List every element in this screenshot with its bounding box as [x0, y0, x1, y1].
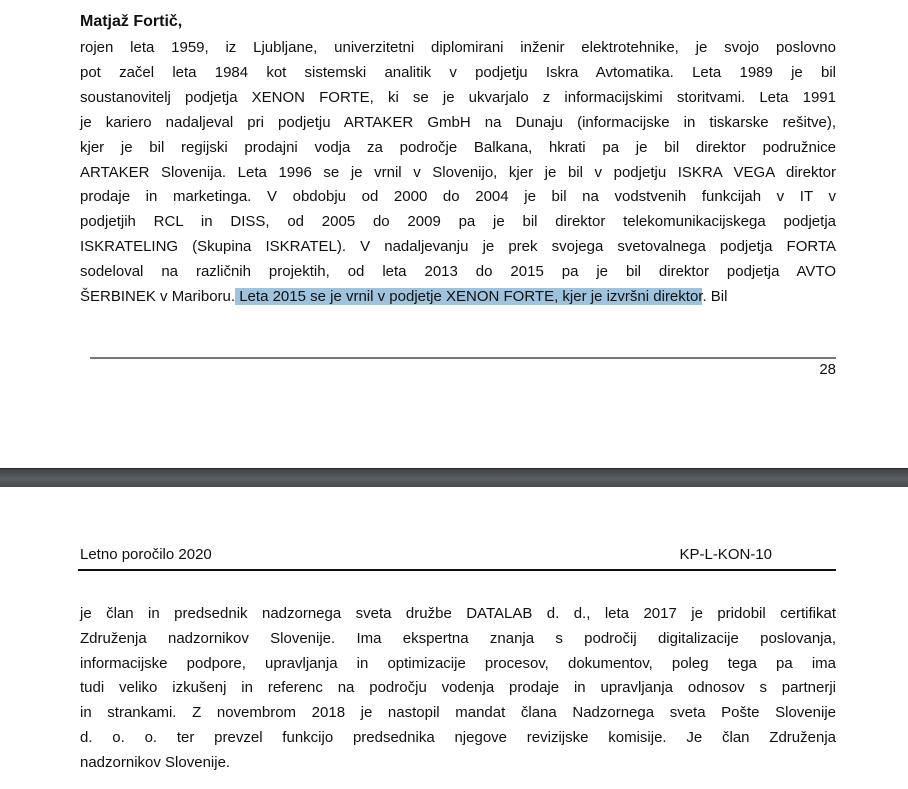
text-line: d. o. o. ter prevzel funkcijo predsednika njegove revizijske komisije. Je član Združenja — [80, 729, 836, 746]
text-line: pot začel leta 1984 kot sistemski analitik v podjetju Iskra Avtomatika. Leta 1989 je bil — [80, 63, 836, 81]
text-line: podjetjih RCL in DISS, od 2005 do 2009 pa je bil direktor telekomunikacijskega podjetja — [80, 213, 836, 231]
text-line: je kariero nadaljeval pri podjetju ARTAKER GmbH na Dunaju (informacijske in tiskarske rešitve), — [80, 113, 836, 131]
person-name-heading: Matjaž Fortič, — [80, 13, 183, 30]
page-number: 28 — [819, 361, 836, 378]
text-line: ISKRATELING (Skupina ISKRATEL). V nadaljevanju je prek svojega svetovalnega podjetja FORTA — [80, 238, 836, 256]
page-separator — [0, 468, 908, 488]
text-line: rojen leta 1959, iz Ljubljane, univerzitetni diplomirani inženir elektrotehnike, je svojo poslovno — [80, 39, 836, 56]
text-line: prodaje in marketinga. V obdobju od 2000 do 2004 je bil na vodstvenih funkcijah v IT v — [80, 188, 836, 206]
header-rule — [78, 569, 836, 571]
document-page-29 — [0, 487, 908, 789]
footer-rule — [90, 357, 836, 359]
text-line: in strankami. Z novembrom 2018 je nastopil mandat člana Nadzornega sveta Pošte Slovenije — [80, 704, 836, 722]
text-line: je član in predsednik nadzornega sveta družbe DATALAB d. d., leta 2017 je pridobil certifikat — [80, 605, 836, 622]
text-line-with-selection[interactable] — [80, 287, 836, 307]
text-segment: ŠERBINEK v Mariboru. — [80, 288, 236, 305]
text-line: tudi veliko izkušenj in referenc na področju vodenja prodaje in upravljanja odnosov s partnerji — [80, 679, 836, 697]
header-report-title: Letno poročilo 2020 — [80, 546, 212, 563]
text-line: ARTAKER Slovenija. Leta 1996 se je vrnil v Slovenijo, kjer je bil v podjetju ISKRA VEGA direktor — [80, 163, 836, 181]
text-line: nadzornikov Slovenije. — [80, 753, 231, 771]
text-line: Združenja nadzornikov Slovenije. Ima ekspertna znanja s področij digitalizacije poslovanja, — [80, 629, 836, 647]
header-document-code: KP-L-KON-10 — [679, 546, 772, 563]
text-line: kjer je bil regijski prodajni vodja za področje Balkana, hkrati pa je bil direktor podružnice — [80, 138, 836, 156]
text-line: informacijske podpore, upravljanja in optimizacije procesov, dokumentov, poleg tega pa ima — [80, 654, 836, 672]
text-line: soustanovitelj podjetja XENON FORTE, ki se je ukvarjalo z informacijskimi storitvami. Leta 1991 — [80, 88, 836, 106]
selected-text[interactable]: Leta 2015 se je vrnil v podjetje XENON FORTE, kjer je izvršni direktor — [235, 288, 703, 305]
text-segment: . Bil — [702, 288, 728, 305]
text-line: sodeloval na različnih projektih, od leta 2013 do 2015 pa je bil direktor podjetja AVTO — [80, 263, 836, 281]
